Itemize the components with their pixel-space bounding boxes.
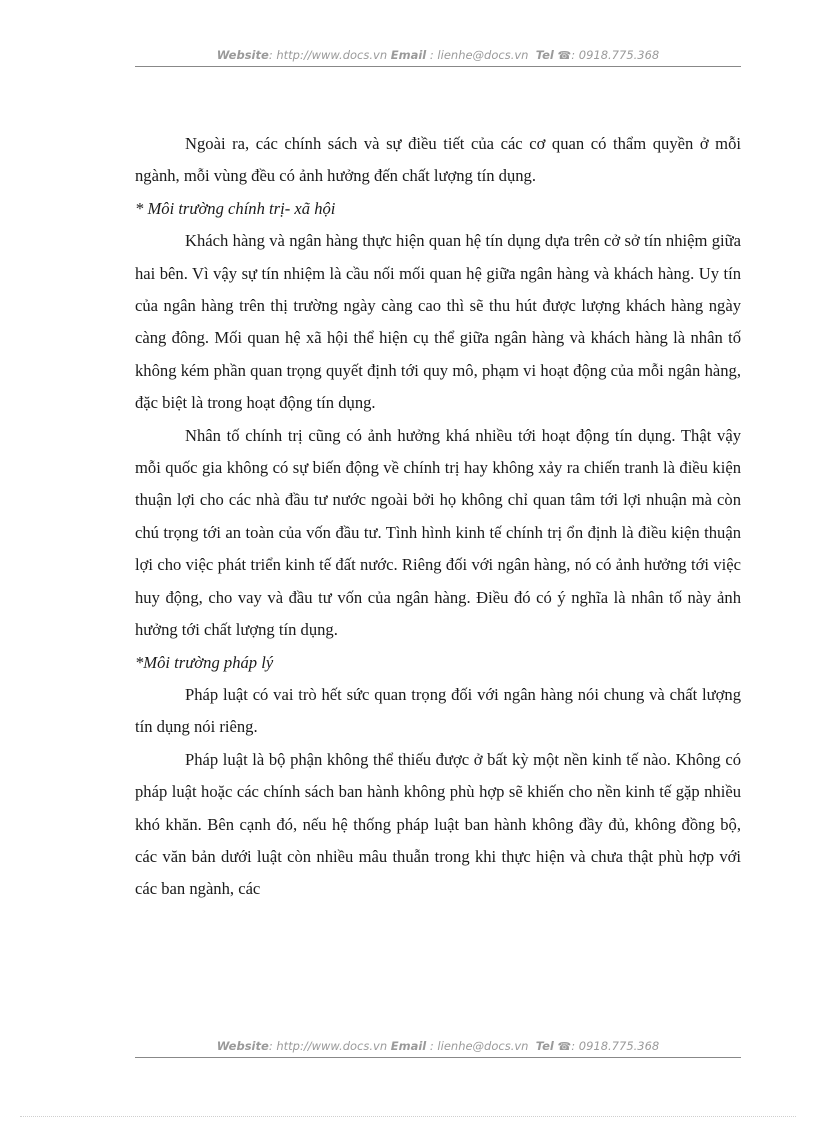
phone-icon: ☎ <box>557 49 572 62</box>
footer-website-url: : http://www.docs.vn <box>268 1039 388 1053</box>
paragraph-1: Ngoài ra, các chính sách và sự điều tiết của các cơ quan có thẩm quyền ở mỗi ngành, mỗi vùng đều có ảnh hưởng đến chất lượng tín dụng. <box>135 134 741 186</box>
paragraph-5: Pháp luật là bộ phận không thể thiếu được ở bất kỳ một nền kinh tế nào. Không có pháp luật hoặc các chính sách ban hành không phù hợp sẽ khiến cho nền kinh tế gặp nhiều khó khăn. Bên cạnh đó, nếu hệ thống pháp luật ban hành không đầy đủ, không đồng bộ, các văn bản dưới luật còn nhiều mâu thuẫn trong khi thực hiện và chưa thật phù hợp với các ban ngành, các <box>135 749 741 899</box>
footer-rule <box>135 1057 741 1058</box>
paragraph-3: Nhân tố chính trị cũng có ảnh hưởng khá nhiều tới hoạt động tín dụng. Thật vậy mỗi quốc gia không có sự biến động về chính trị hay không xảy ra chiến tranh là điều kiện thuận lợi cho các nhà đầu tư nước ngoài bởi họ không chỉ quan tâm tới lợi nhuận mà còn chú trọng tới an toàn của vốn đầu tư. Tình hình kinh tế chính trị ổn định là điều kiện thuận lợi cho việc phát triển kinh tế đất nước. Riêng đối với ngân hàng, nó có ảnh hưởng tới việc huy động, cho vay và đầu tư vốn của ngân hàng. Điều đó có ý nghĩa là nhân tố này ảnh hưởng tới chất lượng tín dụng. <box>135 425 741 640</box>
footer-tel-label: Tel <box>535 1039 554 1053</box>
header-website-label: Website <box>216 48 269 62</box>
section-heading-legal: *Môi trường pháp lý <box>135 652 274 672</box>
footer-tel-value: : 0918.775.368 <box>571 1039 660 1053</box>
page-header <box>135 48 741 62</box>
header-email-value: : lienhe@docs.vn <box>426 48 529 62</box>
header-tel-label: Tel <box>535 48 554 62</box>
header-rule <box>135 66 741 67</box>
paragraph-4: Pháp luật có vai trò hết sức quan trọng đối với ngân hàng nói chung và chất lượng tín dụng nói riêng. <box>135 684 741 737</box>
header-website-url: : http://www.docs.vn <box>268 48 388 62</box>
document-body <box>135 128 741 906</box>
page-bottom-border <box>20 1116 796 1117</box>
footer-email-label: Email <box>390 1039 427 1053</box>
paragraph-2: Khách hàng và ngân hàng thực hiện quan hệ tín dụng dựa trên cở sở tín nhiệm giữa hai bên. Vì vậy sự tín nhiệm là cầu nối mối quan hệ giữa ngân hàng và khách hàng. Uy tín của ngân hàng trên thị trường ngày càng cao thì sẽ thu hút được lượng khách hàng ngày càng đông. Mối quan hệ xã hội thể hiện cụ thể giữa ngân hàng và khách hàng là nhân tố không kém phần quan trọng quyết định tới quy mô, phạm vi hoạt động của mỗi ngân hàng, đặc biệt là trong hoạt động tín dụng. <box>135 231 741 413</box>
header-email-label: Email <box>390 48 427 62</box>
phone-icon: ☎ <box>557 1040 572 1053</box>
header-tel-value: : 0918.775.368 <box>571 48 660 62</box>
footer-email-value: : lienhe@docs.vn <box>426 1039 529 1053</box>
section-heading-political-social: * Môi trường chính trị- xã hội <box>135 198 336 218</box>
footer-website-label: Website <box>216 1039 269 1053</box>
page-footer <box>135 1039 741 1053</box>
